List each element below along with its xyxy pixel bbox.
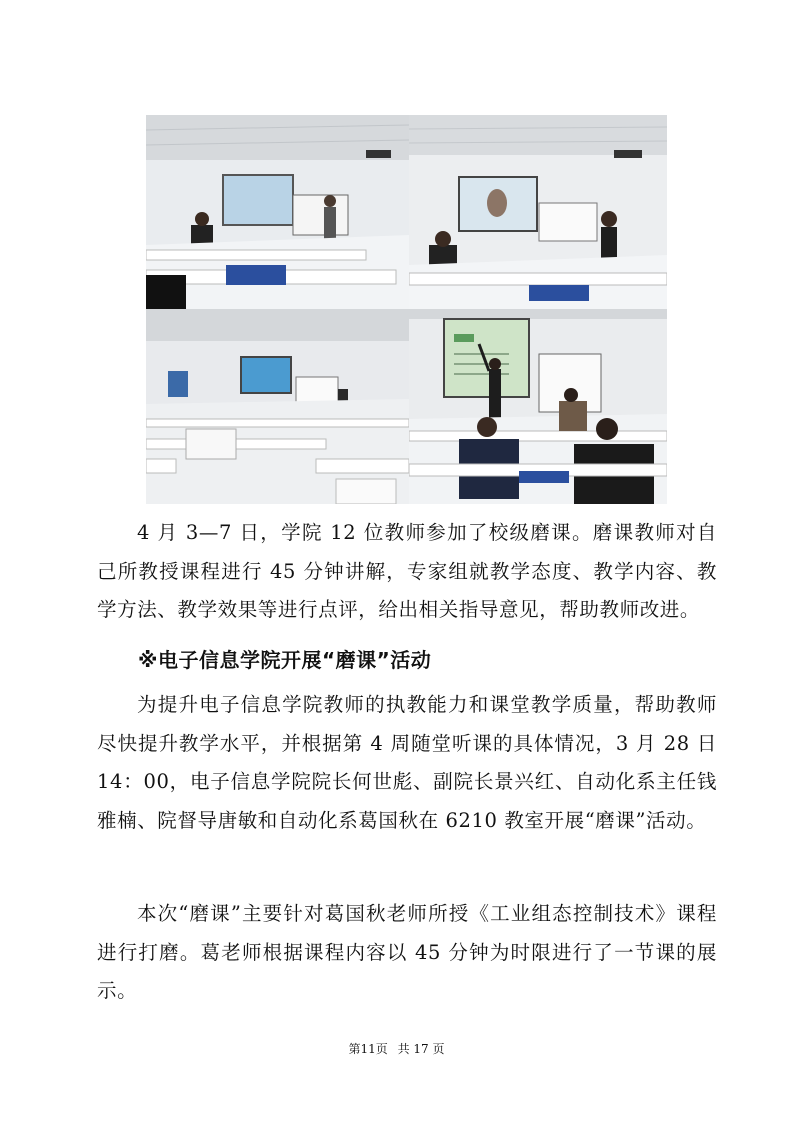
paragraph-course-focus: 本次“磨课”主要针对葛国秋老师所授《工业组态控制技术》课程进行打磨。葛老师根据课程内容以 45 分钟为时限进行了一节课的展示。 <box>97 902 717 1002</box>
page-footer <box>0 1040 793 1057</box>
classroom-photo <box>409 309 667 504</box>
paragraph-mogke-overview: 4 月 3—7 日，学院 12 位教师参加了校级磨课。磨课教师对自己所教授课程进行 45 分钟讲解，专家组就教学态度、教学内容、教学方法、教学效果等进行点评，给出相关指导意见，帮助教师改进。 <box>97 521 717 621</box>
section-heading: ※电子信息学院开展“磨课”活动 <box>138 648 432 672</box>
classroom-photo <box>409 115 667 309</box>
photo-grid <box>146 115 667 504</box>
page-number: 第11页 <box>348 1042 388 1056</box>
classroom-photo <box>146 309 409 504</box>
paragraph-activity-details: 为提升电子信息学院教师的执教能力和课堂教学质量，帮助教师尽快提升教学水平，并根据第 4 周随堂听课的具体情况，3 月 28 日 14：00，电子信息学院院长何世彪、副院长景兴红、自动化系主任钱雅楠、院督导唐敏和自动化系葛国秋在 6210 教室开展“磨课”活动。 <box>97 693 717 832</box>
page-total: 共 17 页 <box>397 1042 445 1056</box>
classroom-photo <box>146 115 409 309</box>
